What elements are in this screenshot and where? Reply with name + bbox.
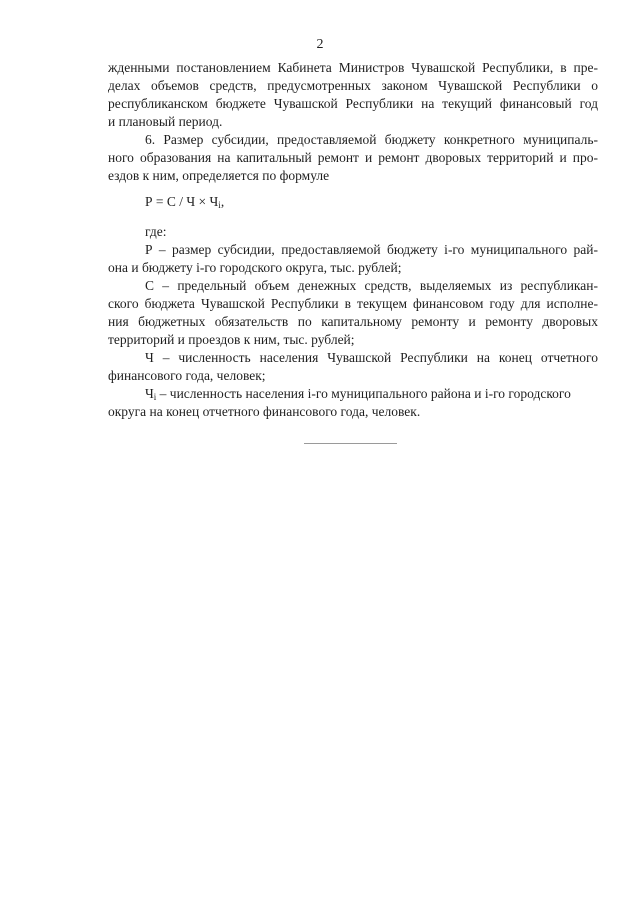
- paragraph-line: финансового года, человек;: [108, 368, 266, 383]
- symbol-letter: Ч: [145, 386, 154, 401]
- paragraph-line: ского бюджета Чувашской Республики в текущем финансовом году для исполне-: [108, 296, 598, 311]
- paragraph-line: [145, 385, 598, 403]
- paragraph-line: она и бюджету i-го городского округа, тыс. рублей;: [108, 260, 402, 275]
- paragraph-line: республиканском бюджете Чувашской Республики на текущий финансовый год: [108, 96, 598, 111]
- paragraph-line: ездов к ним, определяется по формуле: [108, 168, 330, 183]
- symbol-subscript: i: [153, 392, 157, 402]
- paragraph-line: Р – размер субсидии, предоставляемой бюджету i-го муниципального рай-: [145, 242, 598, 257]
- formula-tail: ,: [220, 194, 225, 209]
- paragraph-line-text: – численность населения i-го муниципального района и i-го городского: [156, 386, 571, 401]
- paragraph-line: ного образования на капитальный ремонт и ремонт дворовых территорий и про-: [108, 150, 598, 165]
- formula: [145, 193, 598, 211]
- paragraph-line: С – предельный объем денежных средств, выделяемых из республикан-: [145, 278, 598, 293]
- formula-main: Р = С / Ч × Ч: [145, 194, 219, 209]
- paragraph-line: территорий и проездов к ним, тыс. рублей;: [108, 332, 355, 347]
- page-number: 2: [316, 37, 324, 52]
- paragraph-line: 6. Размер субсидии, предоставляемой бюджету конкретного муниципаль-: [145, 132, 598, 147]
- paragraph-line: Ч – численность населения Чувашской Республики на конец отчетного: [145, 350, 598, 365]
- formula-subscript: i: [218, 200, 221, 210]
- paragraph-line: жденными постановлением Кабинета Министров Чувашской Республики, в пре-: [108, 60, 598, 75]
- paragraph-line: округа на конец отчетного финансового года, человек.: [108, 404, 421, 419]
- paragraph-line: и плановый период.: [108, 114, 223, 129]
- paragraph-line: где:: [145, 224, 167, 239]
- paragraph-line: делах объемов средств, предусмотренных законом Чувашской Республики о: [108, 78, 598, 93]
- paragraph-line: ния бюджетных обязательств по капитальному ремонту и ремонту дворовых: [108, 314, 598, 329]
- separator-line: [304, 443, 397, 444]
